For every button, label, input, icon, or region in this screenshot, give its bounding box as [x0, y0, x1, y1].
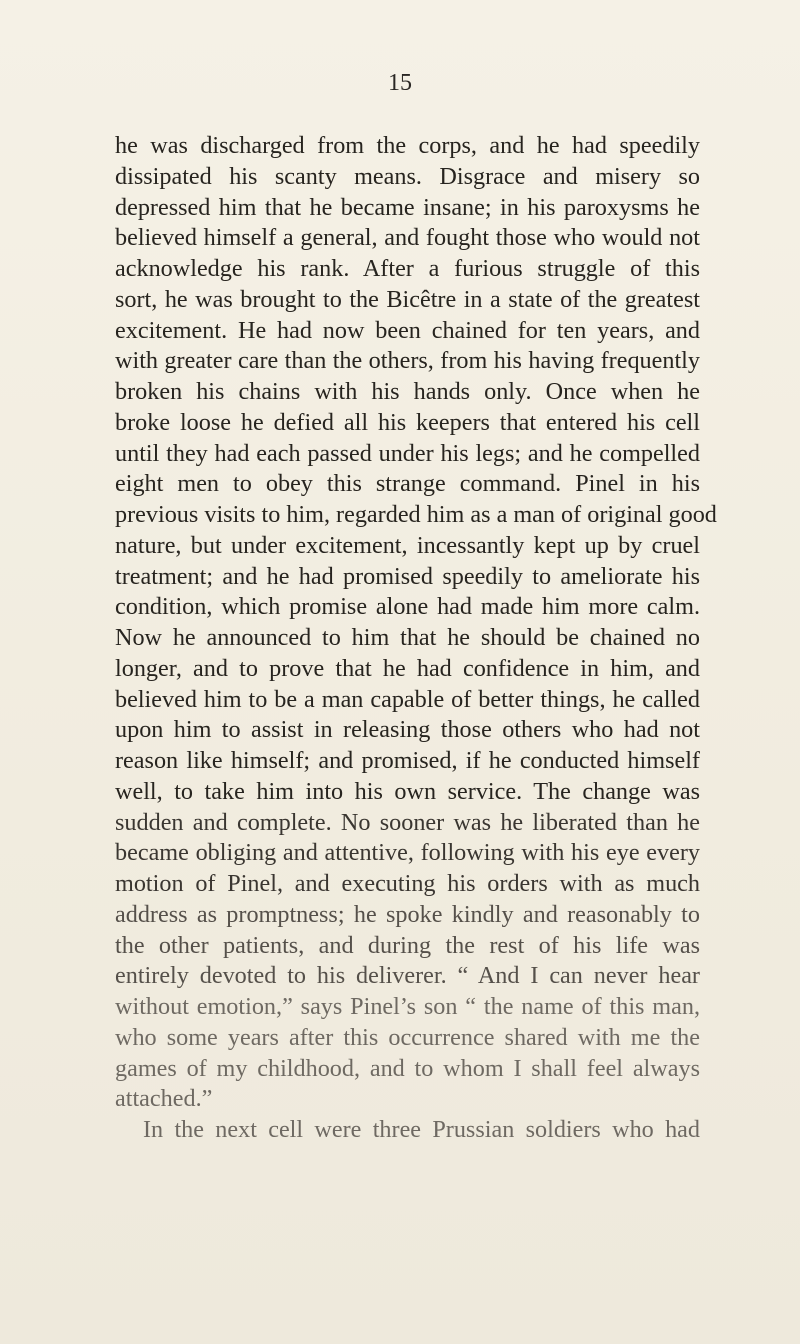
text-line: nature, but under excitement, incessantly kept up by cruel [115, 531, 700, 559]
text-line: who some years after this occurrence shared with me the [115, 1023, 700, 1051]
text-line: motion of Pinel, and executing his orders with as much [115, 870, 700, 897]
text-line: treatment; and he had promised speedily to ameliorate his [115, 562, 700, 590]
text-line: believed him to be a man capable of better things, he called [115, 685, 700, 713]
text-line: In the next cell were three Prussian soldiers who had [143, 1116, 700, 1143]
text-line: broken his chains with his hands only. Once when he [115, 378, 700, 405]
text-line: depressed him that he became insane; in his paroxysms he [115, 193, 700, 221]
text-line: entirely devoted to his deliverer. “ And I can never hear [115, 962, 700, 990]
body-text [115, 131, 717, 1146]
text-line: with greater care than the others, from his having frequently [115, 347, 700, 375]
text-line: believed himself a general, and fought those who would not [115, 224, 700, 252]
text-line: games of my childhood, and to whom I shall feel always [115, 1054, 700, 1082]
text-line: broke loose he defied all his keepers that entered his cell [115, 408, 700, 436]
text-line: acknowledge his rank. After a furious struggle of this [115, 255, 700, 282]
text-line: sort, he was brought to the Bicêtre in a state of the greatest [115, 285, 700, 313]
text-line: condition, which promise alone had made him more calm. [115, 593, 700, 621]
text-line: dissipated his scanty means. Disgrace and misery so [115, 162, 700, 190]
text-line: upon him to assist in releasing those others who had not [115, 716, 700, 744]
text-line: sudden and complete. No sooner was he liberated than he [115, 808, 700, 836]
text-line: address as promptness; he spoke kindly and reasonably to [115, 900, 700, 928]
text-line: reason like himself; and promised, if he conducted himself [115, 747, 700, 774]
text-line: became obliging and attentive, following with his eye every [115, 839, 700, 867]
text-line: longer, and to prove that he had confidence in him, and [115, 654, 700, 682]
text-line: the other patients, and during the rest of his life was [115, 931, 700, 959]
text-line: without emotion,” says Pinel’s son “ the name of this man, [115, 993, 700, 1020]
text-line: eight men to obey this strange command. Pinel in his [115, 470, 700, 498]
text-line: well, to take him into his own service. The change was [115, 777, 700, 805]
text-line: previous visits to him, regarded him as a man of original good [115, 501, 717, 528]
page-number: 15 [388, 70, 412, 96]
text-line: until they had each passed under his legs; and he compelled [115, 439, 700, 467]
text-line: Now he announced to him that he should be chained no [115, 624, 700, 651]
text-line: he was discharged from the corps, and he had speedily [115, 132, 700, 159]
text-line: attached.” [115, 1085, 213, 1113]
text-line: excitement. He had now been chained for ten years, and [115, 316, 700, 344]
